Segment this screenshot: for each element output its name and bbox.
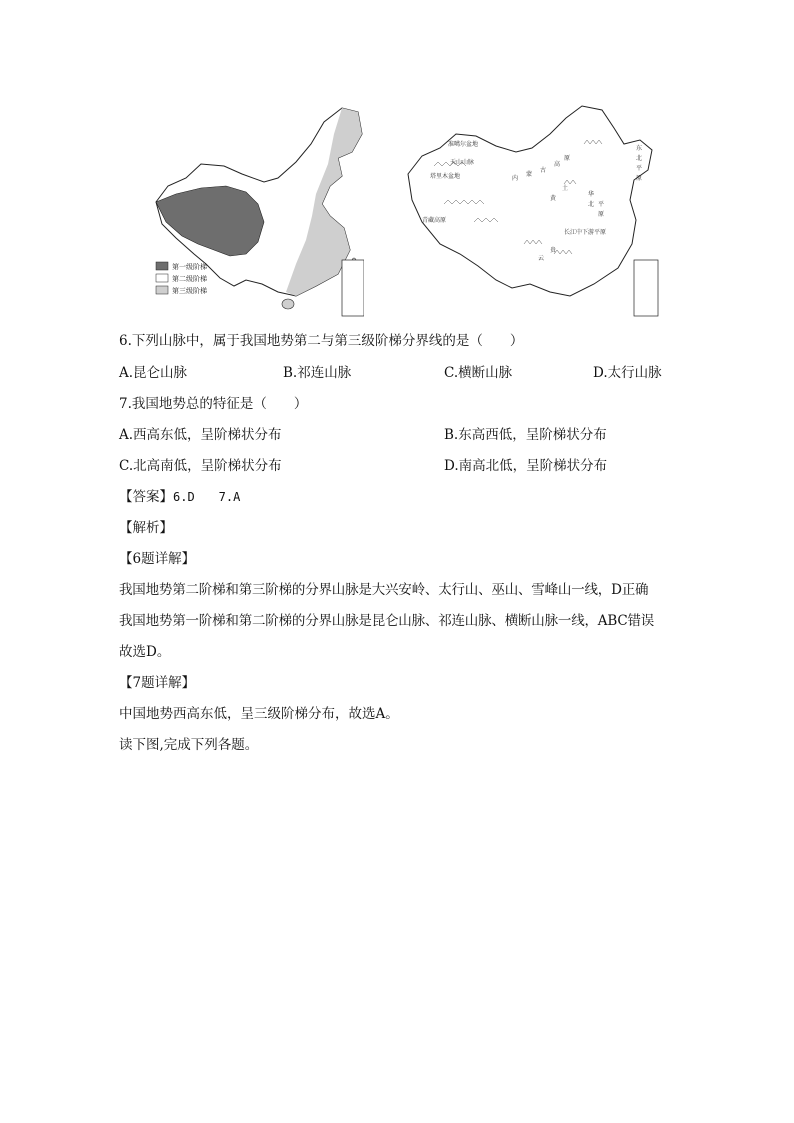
q7-option-b[interactable]: B.东高西低，呈阶梯状分布 (444, 427, 607, 443)
label-ping: 平 (636, 165, 643, 172)
legend (156, 262, 207, 295)
label-nei: 内 (512, 175, 519, 182)
legend-label-2: 第二级阶梯 (172, 275, 207, 283)
q6-option-c[interactable]: C.横断山脉 (444, 365, 513, 381)
detail7-line-1: 中国地势西高东低，呈三级阶梯分布，故选A。 (119, 706, 399, 722)
label-bei2: 北 (588, 201, 595, 208)
label-tarim: 塔里木盆地 (430, 173, 461, 180)
label-yun: 云 (538, 255, 545, 262)
detail6-line-2: 我国地势第一阶梯和第二阶梯的分界山脉是昆仑山脉、祁连山脉、横断山脉一线，ABC错误 (119, 613, 655, 629)
answer-line (119, 488, 240, 506)
terrain-maps-figure (146, 104, 660, 320)
label-gu: 古 (540, 167, 547, 174)
label-huang: 黄 (550, 195, 557, 202)
q6-stem: 6.下列山脉中，属于我国地势第二与第三级阶梯分界线的是（ ） (119, 333, 524, 349)
terrain-features-map (404, 104, 660, 320)
label-yuan2: 原 (636, 175, 643, 182)
label-gui: 贵 (550, 247, 557, 254)
analysis-tag: 【解析】 (119, 520, 173, 536)
south-sea-inset-right (634, 260, 658, 316)
south-sea-inset (342, 260, 364, 316)
label-tu: 土 (562, 185, 569, 192)
legend-label-1: 第一级阶梯 (172, 263, 207, 271)
answer-tag: 【答案】 (119, 489, 173, 505)
q6-option-b[interactable]: B.祁连山脉 (283, 365, 352, 381)
china-outline-right (408, 106, 652, 296)
q7-option-c[interactable]: C.北高南低，呈阶梯状分布 (119, 458, 282, 474)
label-meng: 蒙 (526, 171, 533, 178)
label-gao: 高 (554, 161, 561, 168)
detail6-title: 【6题详解】 (119, 551, 196, 567)
terrain-steps-map (146, 104, 364, 320)
q7-stem: 7.我国地势总的特征是（ ） (119, 396, 308, 412)
label-dong: 东 (636, 145, 643, 152)
label-hua: 华 (588, 191, 595, 198)
label-bei: 北 (636, 155, 643, 162)
label-junggar: 准噶尔盆地 (448, 141, 479, 148)
label-qingzang: 青藏高原 (422, 217, 447, 224)
answer-text: 6.D 7.A (173, 490, 241, 504)
label-yuan: 原 (564, 155, 571, 162)
next-instruction: 读下图,完成下列各题。 (119, 737, 259, 753)
q6-option-a[interactable]: A.昆仑山脉 (119, 365, 188, 381)
detail6-line-3: 故选D。 (119, 644, 171, 660)
q6-option-d[interactable]: D.太行山脉 (593, 365, 662, 381)
detail6-line-1: 我国地势第二阶梯和第三阶梯的分界山脉是大兴安岭、太行山、巫山、雪峰山一线，D正确 (119, 582, 649, 598)
first-step-region (156, 186, 264, 256)
q7-option-d[interactable]: D.南高北低，呈阶梯状分布 (444, 458, 608, 474)
label-tianshan: 天山山脉 (450, 159, 475, 166)
label-yuan3: 原 (598, 211, 605, 218)
q7-option-a[interactable]: A.西高东低，呈阶梯状分布 (119, 427, 282, 443)
hainan-island (282, 299, 294, 309)
label-changjiang: 长江中下游平原 (564, 229, 607, 236)
label-ping2: 平 (598, 201, 605, 208)
legend-label-3: 第三级阶梯 (172, 287, 207, 295)
detail7-title: 【7题详解】 (119, 675, 196, 691)
